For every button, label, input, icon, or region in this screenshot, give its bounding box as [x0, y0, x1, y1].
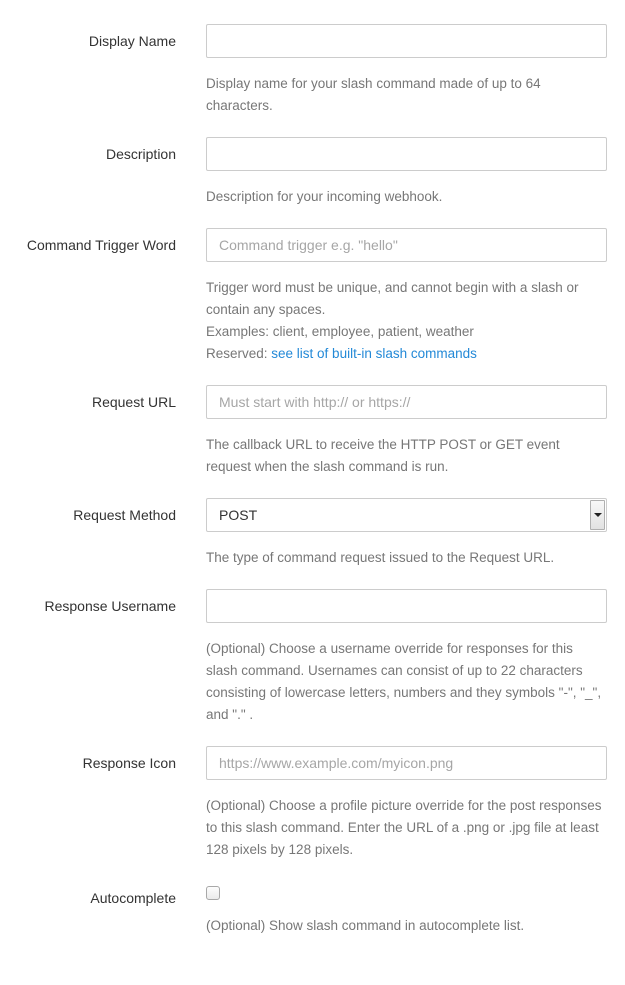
- form-group-command-trigger-word: [15, 228, 607, 365]
- response-icon-label: Response Icon: [82, 755, 176, 771]
- autocomplete-checkbox[interactable]: [206, 886, 220, 900]
- command-trigger-word-input[interactable]: [206, 228, 607, 262]
- form-group-request-url: [15, 385, 607, 478]
- command-trigger-word-controls: [206, 228, 607, 365]
- description-help: Description for your incoming webhook.: [206, 189, 443, 204]
- autocomplete-label: Autocomplete: [90, 890, 176, 906]
- request-method-help: The type of command request issued to the Request URL.: [206, 550, 555, 565]
- response-username-help: (Optional) Choose a username override for responses for this slash command. Usernames can consist of up to 22 characters consisting of lowercase letters, numbers and they symbols "-", "_", and "." .: [206, 641, 602, 722]
- form-group-autocomplete: [15, 881, 607, 937]
- response-username-label: Response Username: [44, 598, 176, 614]
- response-icon-controls: [206, 746, 607, 861]
- response-icon-input[interactable]: [206, 746, 607, 780]
- built-in-slash-commands-link[interactable]: see list of built-in slash commands: [271, 346, 477, 361]
- request-method-label: Request Method: [73, 507, 176, 523]
- form-group-display-name: [15, 24, 607, 117]
- command-trigger-word-label: Command Trigger Word: [26, 237, 176, 253]
- request-method-controls: [206, 498, 607, 569]
- display-name-controls: [206, 24, 607, 117]
- description-controls: [206, 137, 607, 208]
- description-input[interactable]: [206, 137, 607, 171]
- description-label: Description: [105, 146, 176, 162]
- request-url-controls: [206, 385, 607, 478]
- display-name-label: Display Name: [88, 33, 176, 49]
- display-name-input[interactable]: [206, 24, 607, 58]
- autocomplete-help: (Optional) Show slash command in autocomplete list.: [206, 918, 525, 933]
- request-url-help: The callback URL to receive the HTTP POST or GET event request when the slash command is run.: [206, 437, 560, 474]
- response-icon-help: (Optional) Choose a profile picture override for the post responses to this slash command. Enter the URL of a .png or .jpg file at least 128 pixels by 128 pixels.: [206, 798, 602, 857]
- form-group-response-username: [15, 589, 607, 726]
- display-name-help: Display name for your slash command made of up to 64 characters.: [206, 76, 541, 113]
- response-username-input[interactable]: [206, 589, 607, 623]
- autocomplete-controls: [206, 881, 607, 937]
- form-group-request-method: [15, 498, 607, 569]
- request-method-select[interactable]: [206, 498, 607, 532]
- request-url-label: Request URL: [91, 394, 176, 410]
- request-url-input[interactable]: [206, 385, 607, 419]
- reserved-line: [206, 343, 607, 365]
- reserved-prefix: Reserved:: [206, 346, 272, 361]
- form-group-response-icon: [15, 746, 607, 861]
- request-method-select-wrap: [206, 498, 607, 532]
- command-trigger-word-help: Trigger word must be unique, and cannot begin with a slash or contain any spaces. Examples: client, employee, patient, weather Reserved: see list of built-in slash commands: [206, 277, 607, 365]
- response-username-controls: [206, 589, 607, 726]
- form-group-description: [15, 137, 607, 208]
